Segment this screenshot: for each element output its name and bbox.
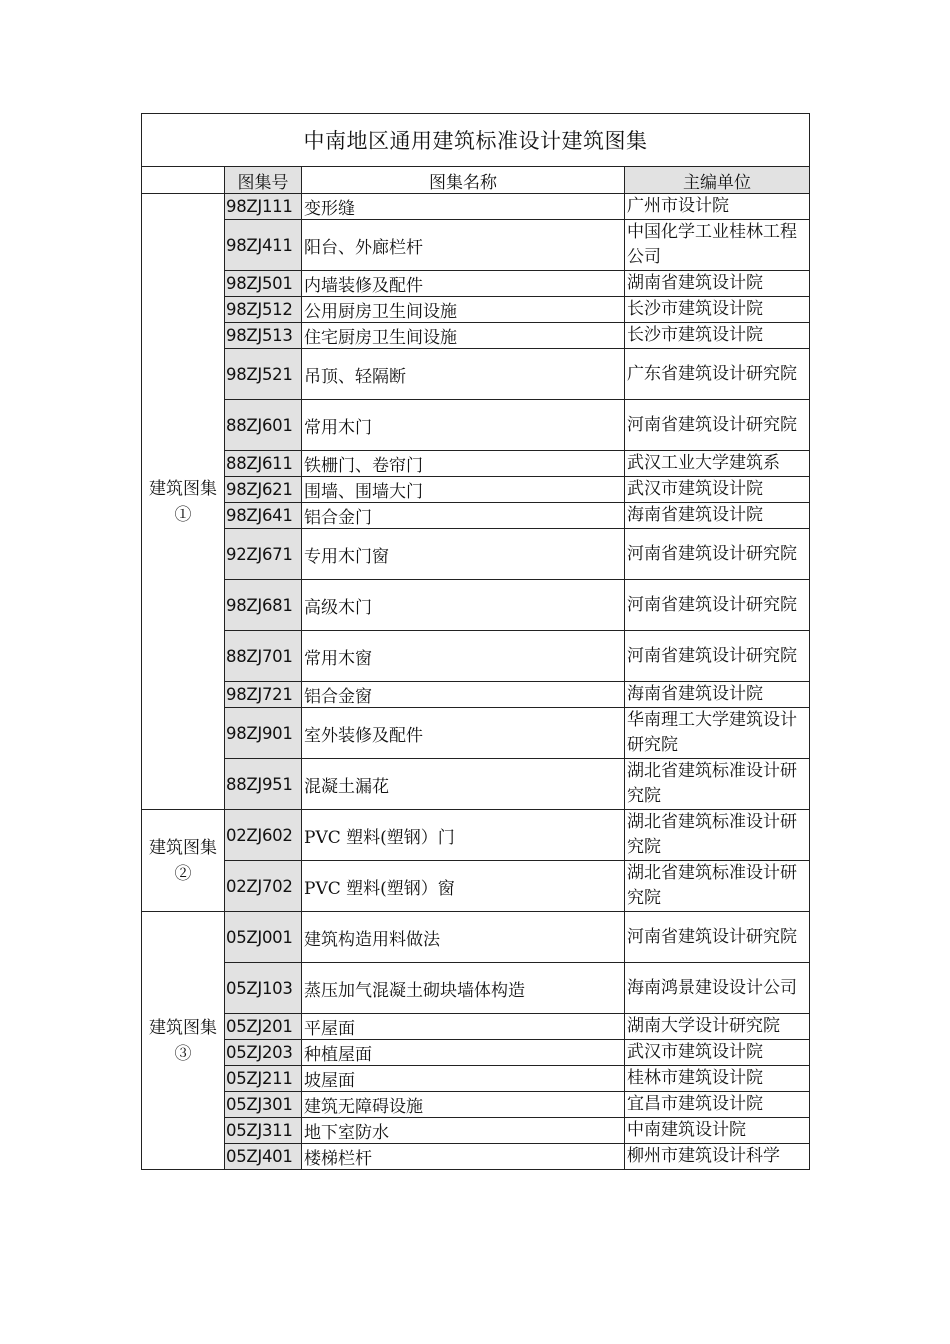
atlas-unit: 广州市设计院 [625, 194, 810, 220]
atlas-unit: 长沙市建筑设计院 [625, 323, 810, 349]
atlas-code: 05ZJ211 [225, 1066, 302, 1092]
atlas-name: 铝合金窗 [302, 682, 625, 708]
header-code: 图集号 [225, 167, 302, 194]
atlas-unit: 湖北省建筑标准设计研究院 [625, 759, 810, 810]
atlas-code: 98ZJ621 [225, 477, 302, 503]
atlas-name: 专用木门窗 [302, 529, 625, 580]
header-unit: 主编单位 [625, 167, 810, 194]
atlas-name: PVC 塑料(塑钢）门 [302, 810, 625, 861]
atlas-code: 98ZJ111 [225, 194, 302, 220]
atlas-unit: 柳州市建筑设计科学 [625, 1144, 810, 1170]
atlas-unit: 华南理工大学建筑设计研究院 [625, 708, 810, 759]
atlas-unit: 河南省建筑设计研究院 [625, 912, 810, 963]
atlas-code: 98ZJ501 [225, 271, 302, 297]
atlas-unit: 桂林市建筑设计院 [625, 1066, 810, 1092]
atlas-name: 地下室防水 [302, 1118, 625, 1144]
atlas-name: 室外装修及配件 [302, 708, 625, 759]
header-name: 图集名称 [302, 167, 625, 194]
atlas-unit: 河南省建筑设计研究院 [625, 631, 810, 682]
group-label-1: 建筑图集① [142, 194, 225, 810]
atlas-unit: 中南建筑设计院 [625, 1118, 810, 1144]
atlas-name: 常用木门 [302, 400, 625, 451]
atlas-code: 02ZJ602 [225, 810, 302, 861]
atlas-unit: 湖南省建筑设计院 [625, 271, 810, 297]
atlas-code: 05ZJ301 [225, 1092, 302, 1118]
atlas-unit: 湖北省建筑标准设计研究院 [625, 810, 810, 861]
atlas-table [141, 113, 810, 1170]
atlas-code: 98ZJ901 [225, 708, 302, 759]
atlas-code: 88ZJ951 [225, 759, 302, 810]
atlas-name: 铁栅门、卷帘门 [302, 451, 625, 477]
atlas-code: 02ZJ702 [225, 861, 302, 912]
atlas-name: 围墙、围墙大门 [302, 477, 625, 503]
atlas-code: 98ZJ512 [225, 297, 302, 323]
atlas-code: 98ZJ681 [225, 580, 302, 631]
atlas-name: 内墙装修及配件 [302, 271, 625, 297]
atlas-code: 88ZJ601 [225, 400, 302, 451]
atlas-unit: 河南省建筑设计研究院 [625, 580, 810, 631]
atlas-name: 住宅厨房卫生间设施 [302, 323, 625, 349]
atlas-name: 常用木窗 [302, 631, 625, 682]
atlas-unit: 长沙市建筑设计院 [625, 297, 810, 323]
atlas-unit: 海南省建筑设计院 [625, 682, 810, 708]
atlas-name: 吊顶、轻隔断 [302, 349, 625, 400]
atlas-name: 种植屋面 [302, 1040, 625, 1066]
atlas-unit: 海南省建筑设计院 [625, 503, 810, 529]
group-label-3: 建筑图集③ [142, 912, 225, 1170]
atlas-code: 05ZJ103 [225, 963, 302, 1014]
atlas-name: 平屋面 [302, 1014, 625, 1040]
atlas-code: 05ZJ203 [225, 1040, 302, 1066]
atlas-unit: 湖南大学设计研究院 [625, 1014, 810, 1040]
atlas-unit: 河南省建筑设计研究院 [625, 400, 810, 451]
atlas-unit: 广东省建筑设计研究院 [625, 349, 810, 400]
atlas-name: 变形缝 [302, 194, 625, 220]
atlas-name: 建筑无障碍设施 [302, 1092, 625, 1118]
atlas-unit: 中国化学工业桂林工程公司 [625, 220, 810, 271]
atlas-name: 坡屋面 [302, 1066, 625, 1092]
atlas-name: 铝合金门 [302, 503, 625, 529]
atlas-code: 92ZJ671 [225, 529, 302, 580]
atlas-unit: 湖北省建筑标准设计研究院 [625, 861, 810, 912]
atlas-name: 阳台、外廊栏杆 [302, 220, 625, 271]
atlas-name: PVC 塑料(塑钢）窗 [302, 861, 625, 912]
document-title: 中南地区通用建筑标准设计建筑图集 [142, 114, 810, 167]
atlas-code: 98ZJ411 [225, 220, 302, 271]
atlas-document [141, 113, 809, 1170]
atlas-unit: 武汉工业大学建筑系 [625, 451, 810, 477]
atlas-code: 98ZJ521 [225, 349, 302, 400]
atlas-name: 公用厨房卫生间设施 [302, 297, 625, 323]
group-label-2: 建筑图集② [142, 810, 225, 912]
atlas-unit: 海南鸿景建设设计公司 [625, 963, 810, 1014]
atlas-code: 05ZJ401 [225, 1144, 302, 1170]
atlas-name: 高级木门 [302, 580, 625, 631]
atlas-body [142, 194, 810, 1170]
atlas-name: 蒸压加气混凝土砌块墙体构造 [302, 963, 625, 1014]
atlas-code: 88ZJ701 [225, 631, 302, 682]
atlas-unit: 武汉市建筑设计院 [625, 477, 810, 503]
atlas-code: 05ZJ311 [225, 1118, 302, 1144]
header-blank [142, 167, 225, 194]
atlas-unit: 宜昌市建筑设计院 [625, 1092, 810, 1118]
atlas-code: 88ZJ611 [225, 451, 302, 477]
atlas-name: 混凝土漏花 [302, 759, 625, 810]
atlas-code: 98ZJ513 [225, 323, 302, 349]
atlas-unit: 武汉市建筑设计院 [625, 1040, 810, 1066]
atlas-code: 98ZJ721 [225, 682, 302, 708]
atlas-name: 楼梯栏杆 [302, 1144, 625, 1170]
atlas-name: 建筑构造用料做法 [302, 912, 625, 963]
atlas-code: 05ZJ001 [225, 912, 302, 963]
atlas-code: 05ZJ201 [225, 1014, 302, 1040]
atlas-code: 98ZJ641 [225, 503, 302, 529]
atlas-unit: 河南省建筑设计研究院 [625, 529, 810, 580]
